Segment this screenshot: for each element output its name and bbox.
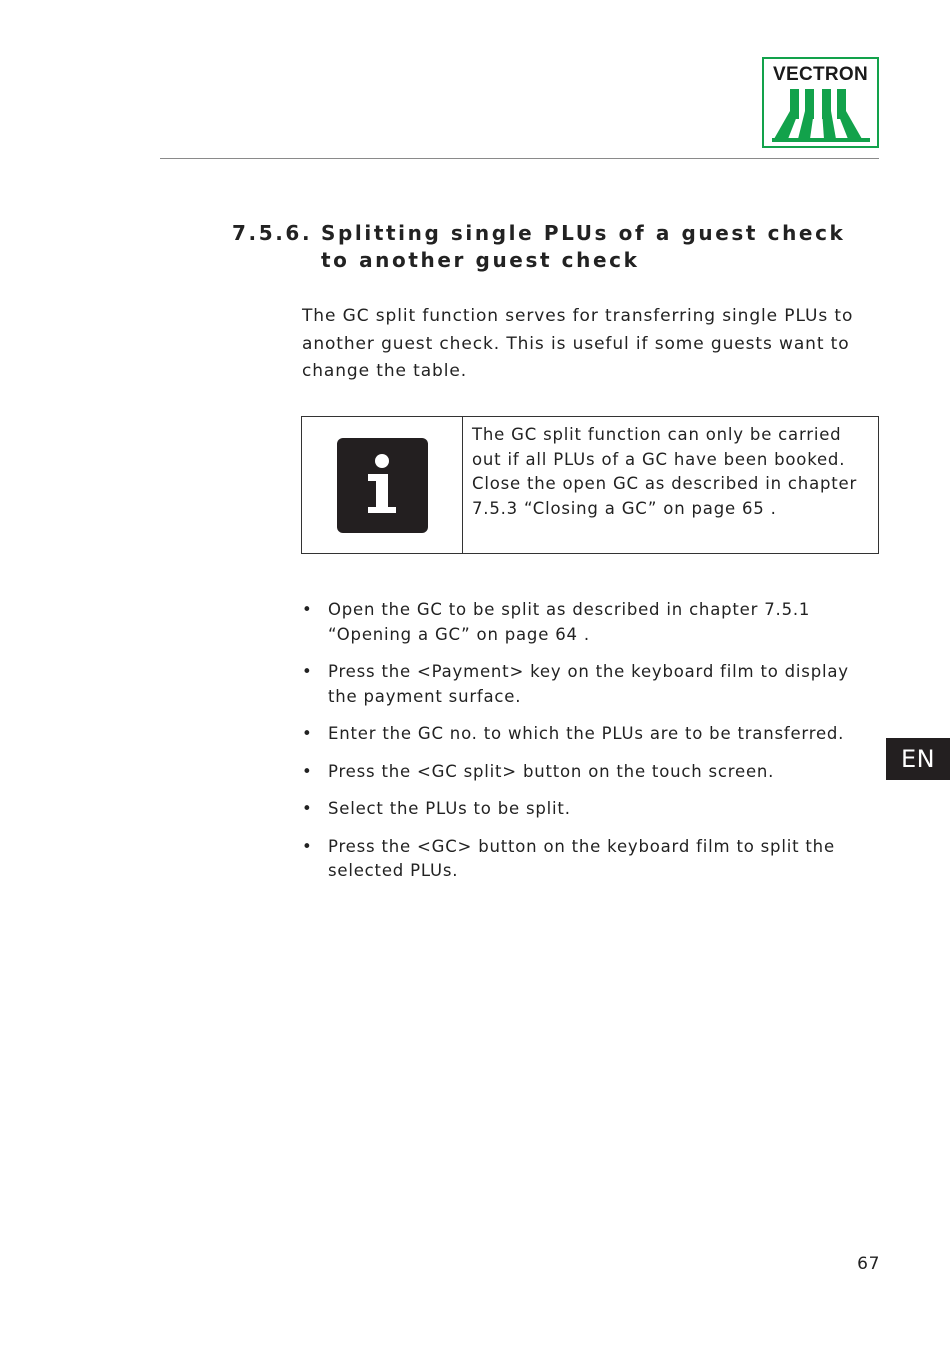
note-icon-cell xyxy=(302,417,463,553)
step-text: Press the <GC> button on the keyboard film to split the selected PLUs. xyxy=(328,836,835,880)
language-tab: EN xyxy=(886,738,950,780)
header-rule xyxy=(160,158,879,159)
bullet: • xyxy=(302,799,313,818)
vectron-logo xyxy=(762,57,879,148)
step-text: Open the GC to be split as described in chapter 7.5.1 “Opening a GC” on page 64 . xyxy=(328,600,811,644)
page-number: 67 xyxy=(857,1254,880,1274)
logo-emblem-icon xyxy=(772,89,870,142)
bullet: • xyxy=(302,600,313,619)
bullet: • xyxy=(302,662,313,681)
info-note-box xyxy=(301,416,879,554)
steps-list xyxy=(302,598,882,897)
section-title: Splitting single PLUs of a guest check to another guest check xyxy=(321,221,846,272)
section-number: 7.5.6. xyxy=(232,221,313,245)
step-text: Enter the GC no. to which the PLUs are to be transferred. xyxy=(328,724,845,743)
list-item xyxy=(302,722,882,747)
note-text: The GC split function can only be carried out if all PLUs of a GC have been booked. Close the open GC as described in chapter 7.5.3 “Closing a GC” on page 65 . xyxy=(472,425,858,518)
list-item xyxy=(302,797,882,822)
list-item xyxy=(302,760,882,785)
bullet: • xyxy=(302,724,313,743)
list-item xyxy=(302,598,882,647)
step-text: Press the <Payment> key on the keyboard film to display the payment surface. xyxy=(328,662,849,706)
step-text: Select the PLUs to be split. xyxy=(328,799,571,818)
bullet: • xyxy=(302,836,313,856)
list-item xyxy=(302,835,882,884)
logo-text: VECTRON xyxy=(773,64,868,85)
list-item xyxy=(302,660,882,709)
step-text: Press the <GC split> button on the touch screen. xyxy=(328,761,775,781)
bullet: • xyxy=(302,761,313,781)
intro-paragraph: The GC split function serves for transferring single PLUs to another guest check. This is useful if some guests want to change the table. xyxy=(302,306,854,381)
info-icon xyxy=(337,438,428,533)
